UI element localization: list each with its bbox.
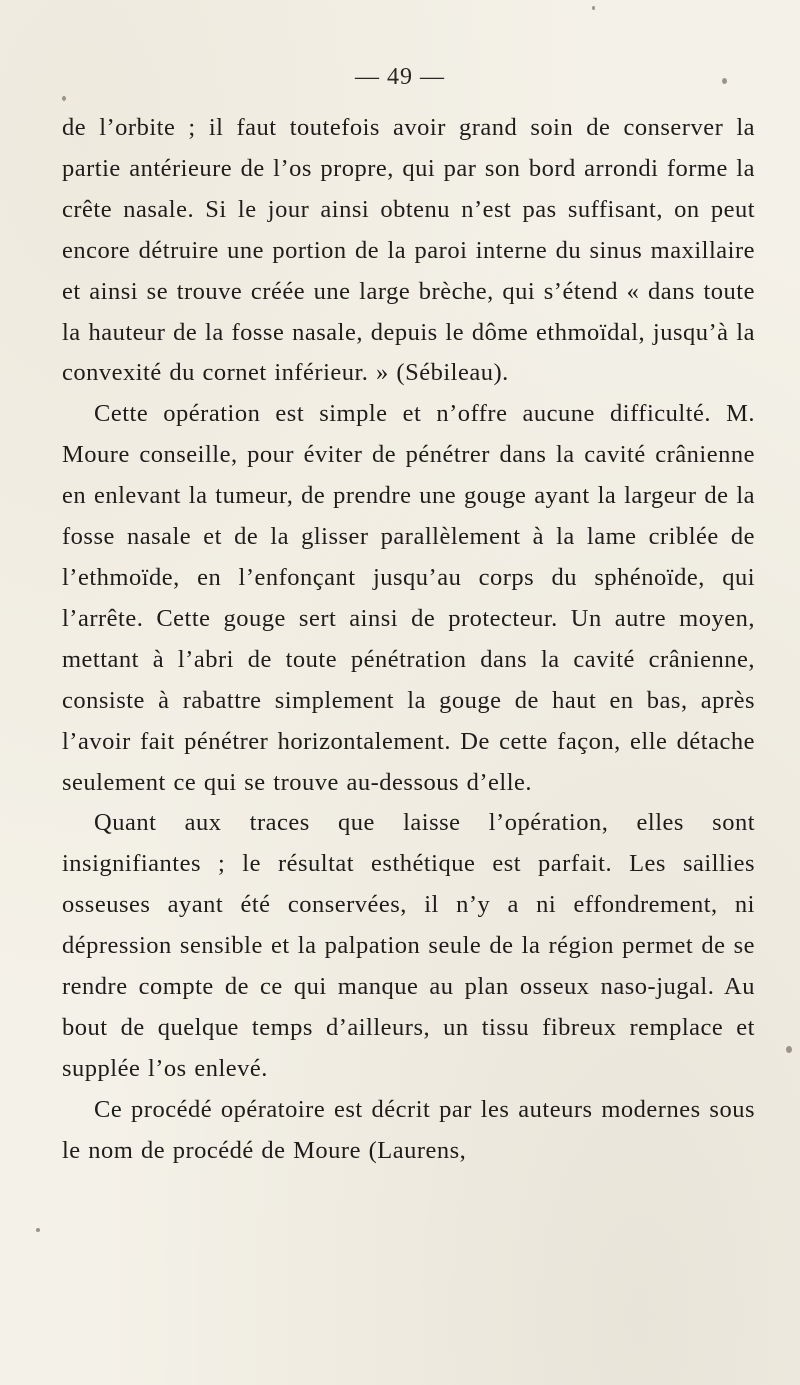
paper-speck bbox=[722, 78, 727, 84]
paragraph: Quant aux traces que laisse l’opération, elles sont insignifiantes ; le résultat esthétique est parfait. Les saillies osseuses ayant été conservées, il n’y a ni effondrement, ni dépression sensible et la palpation seule de la région permet de se rendre compte de ce qui manque au plan osseux naso-jugal. Au bout de quelque temps d’ailleurs, un tissu fibreux remplace et supplée l’os enlevé. bbox=[62, 809, 755, 1082]
paragraph: Ce procédé opératoire est décrit par les auteurs modernes sous le nom de procédé de Moure (Laurens, bbox=[62, 1095, 755, 1164]
page-number: — 49 — bbox=[355, 64, 445, 90]
paper-speck bbox=[62, 96, 66, 101]
paper-speck bbox=[592, 6, 595, 10]
paper-speck bbox=[786, 1046, 792, 1053]
body-text bbox=[62, 108, 755, 1172]
paragraph: de l’orbite ; il faut toutefois avoir grand soin de conserver la partie antérieure de l’os propre, qui par son bord arrondi forme la crête nasale. Si le jour ainsi obtenu n’est pas suffisant, on peut encore détruire une portion de la paroi interne du sinus maxillaire et ainsi se trouve créée une large brèche, qui s’étend « dans toute la hauteur de la fosse nasale, depuis le dôme ethmoïdal, jusqu’à la convexité du cornet inférieur. » (Sébileau). bbox=[62, 114, 755, 387]
paragraph: Cette opération est simple et n’offre aucune difficulté. M. Moure conseille, pour éviter de pénétrer dans la cavité crânienne en enlevant la tumeur, de prendre une gouge ayant la largeur de la fosse nasale et de la glisser parallèlement à la lame criblée de l’ethmoïde, en l’enfonçant jusqu’au corps du sphénoïde, qui l’arrête. Cette gouge sert ainsi de protecteur. Un autre moyen, mettant à l’abri de toute pénétration dans la cavité crânienne, consiste à rabattre simplement la gouge de haut en bas, après l’avoir fait pénétrer horizontalement. De cette façon, elle détache seulement ce qui se trouve au-dessous d’elle. bbox=[62, 400, 755, 796]
paper-speck bbox=[36, 1228, 40, 1232]
